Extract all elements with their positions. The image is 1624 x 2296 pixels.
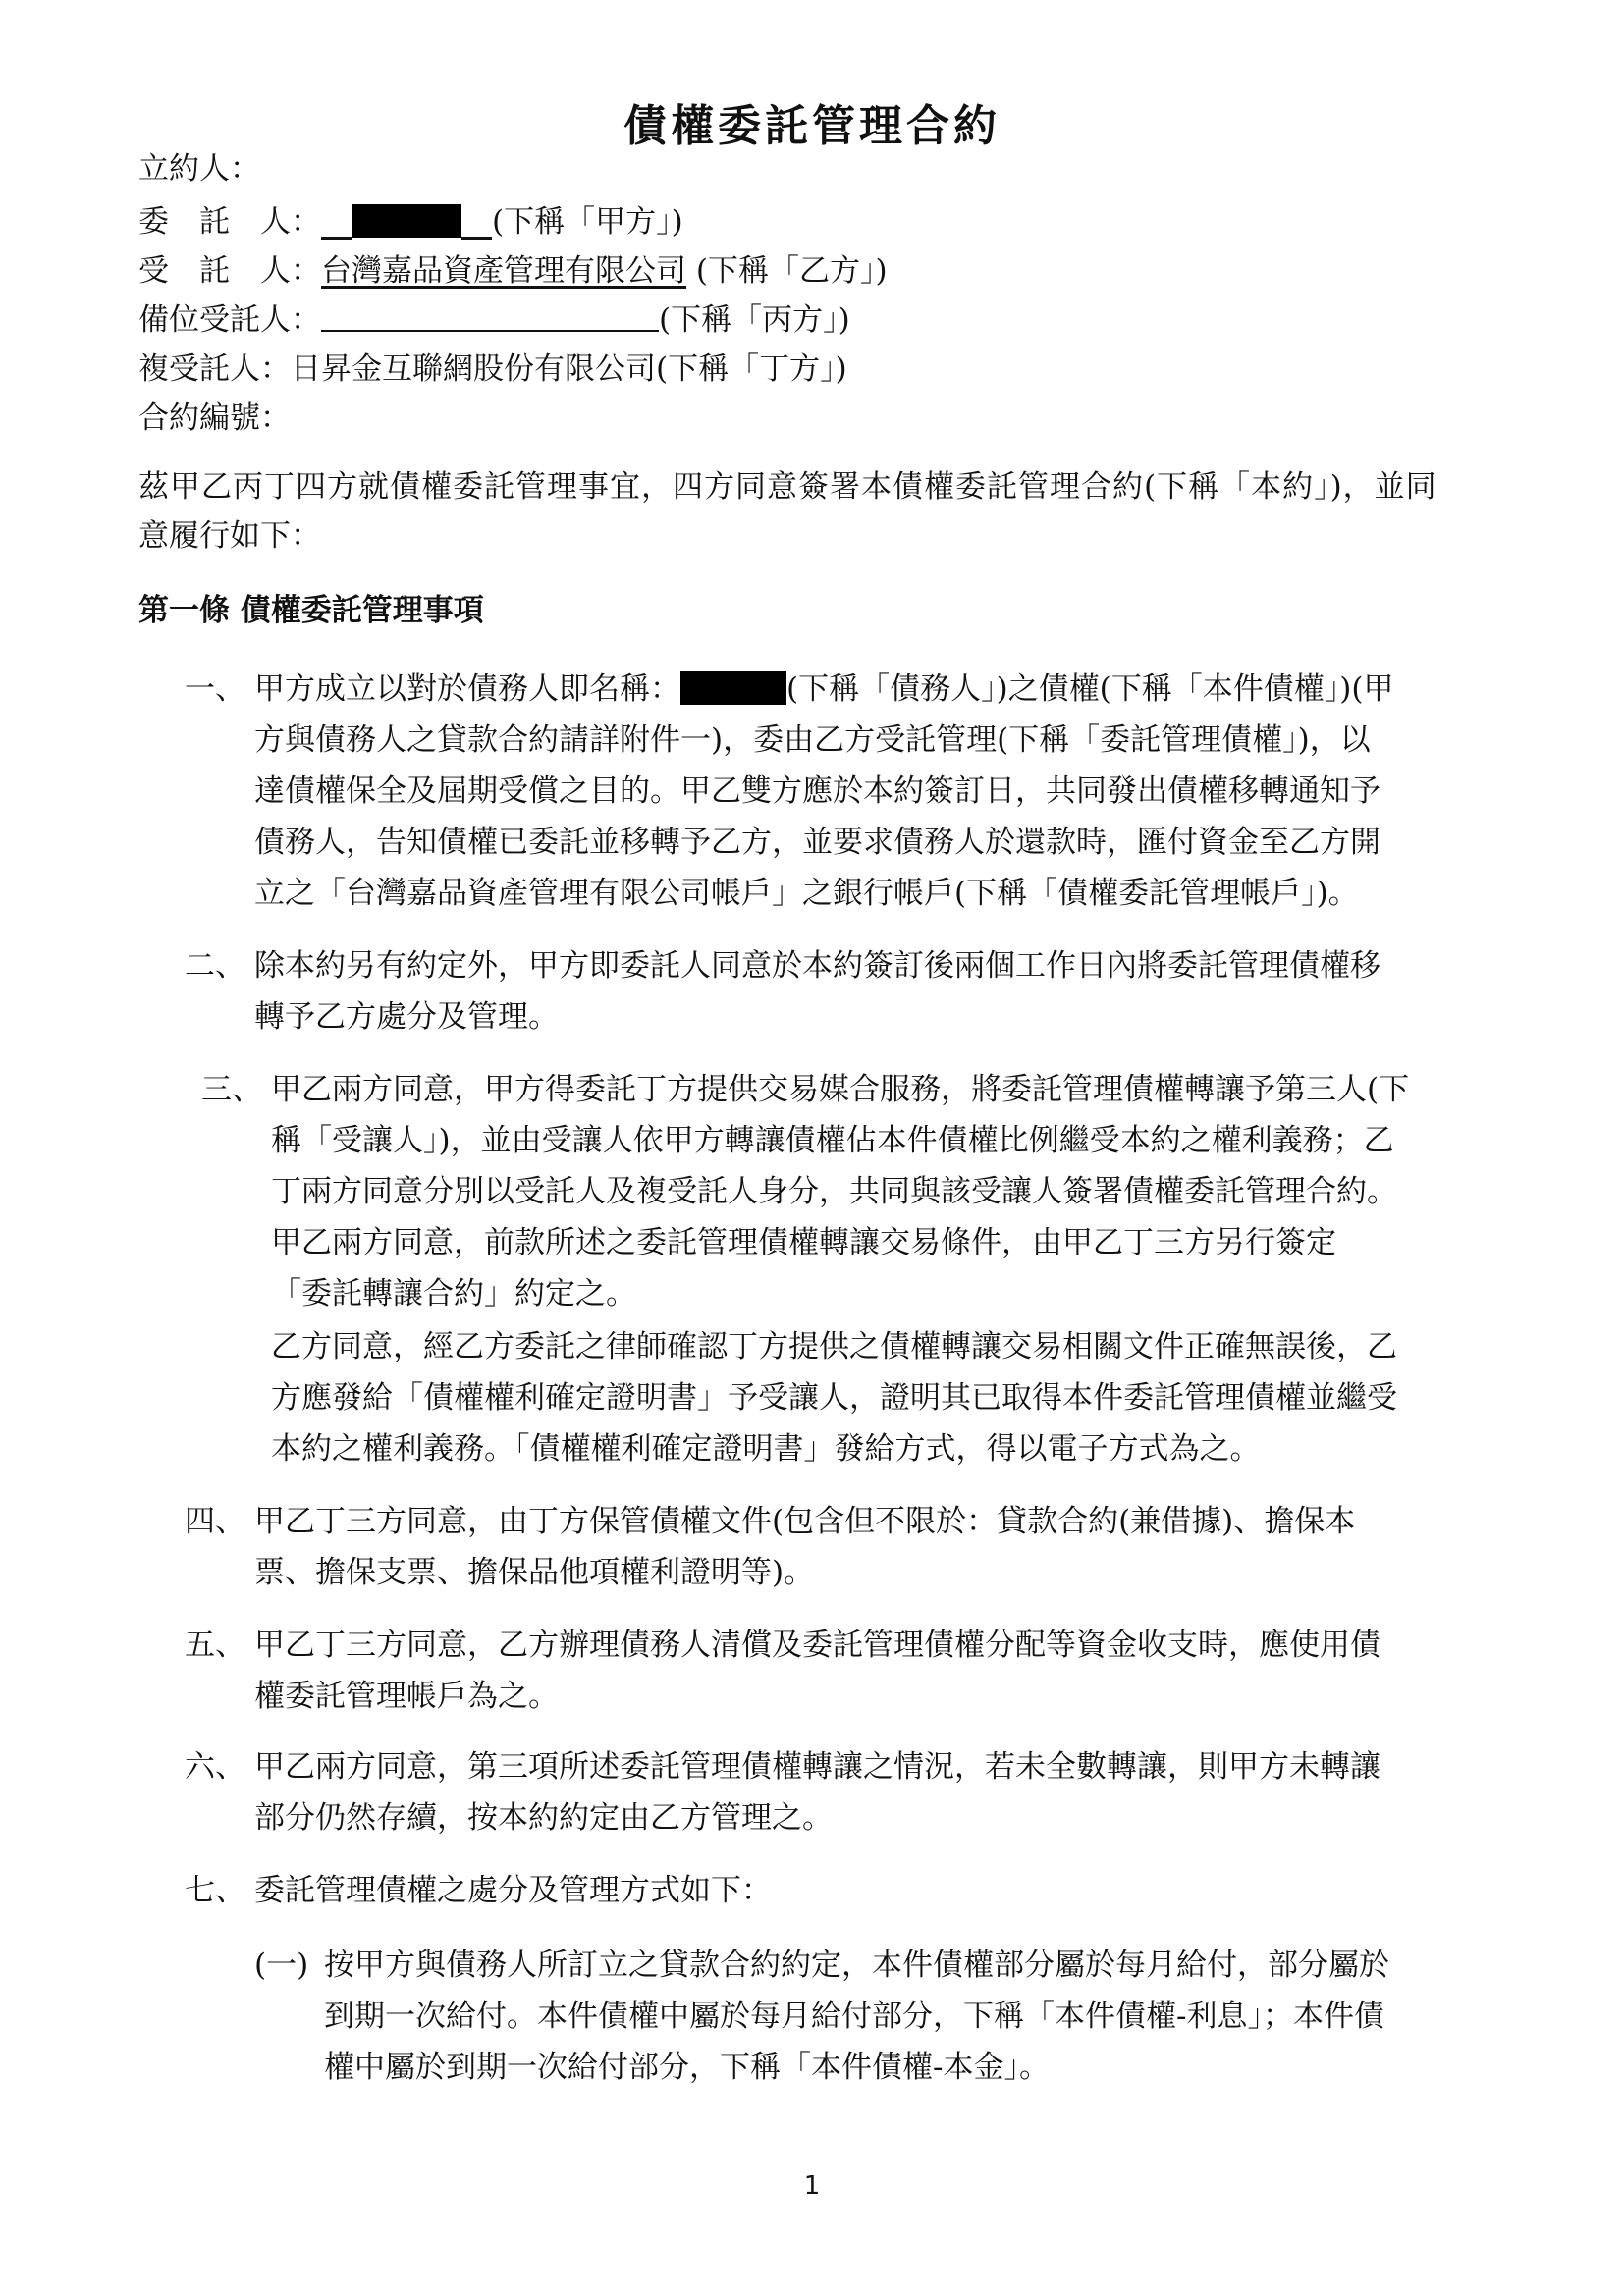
item-7-sub-1-marker: (一) [254, 1948, 309, 1983]
item-3-line-2: 稱「受讓人」)，並由受讓人依甲方轉讓債權佔本件債權比例繼受本約之權利義務；乙 [271, 1123, 1394, 1158]
item-2-line-2: 轉予乙方處分及管理。 [254, 999, 559, 1035]
item-1-line-2: 方與債務人之貸款合約請詳附件一)，委由乙方受託管理(下稱「委託管理債權」)，以 [254, 722, 1371, 758]
principal-line [138, 202, 683, 241]
trustee-name: 台灣嘉品資產管理有限公司 [321, 253, 686, 289]
backup-label: 備位受託人： [138, 302, 321, 338]
item-7-sub-1-line-3: 權中屬於到期一次給付部分，下稱「本件債權-本金」。 [324, 2050, 1050, 2085]
item-3-line-5: 「委託轉讓合約」約定之。 [271, 1276, 636, 1311]
trustee-label: 受 託 人： [138, 253, 321, 289]
backup-trustee-line [138, 300, 850, 340]
item-6-marker: 六、 [185, 1749, 245, 1785]
item-1-line-4: 債務人，告知債權已委託並移轉予乙方，並要求債務人於還款時，匯付資金至乙方開 [254, 825, 1380, 860]
debtor-redaction-block [680, 671, 786, 705]
item-1-line-1-pre: 甲方成立以對於債務人即名稱： [254, 671, 680, 707]
trustee-line [138, 251, 888, 291]
item-7-sub-1-line-2: 到期一次給付。本件債權中屬於每月給付部分，下稱「本件債權-利息」；本件債 [324, 1999, 1384, 2034]
contract-no-label: 合約編號： [138, 400, 291, 436]
item-1-line-1-post: (下稱「債務人」)之債權(下稱「本件債權」)(甲 [786, 671, 1394, 707]
item-3-line-3: 丁兩方同意分別以受託人及複受託人身分，共同與該受讓人簽署債權委託管理合約。 [271, 1174, 1397, 1209]
parties-heading: 立約人： [138, 151, 260, 187]
sub-trustee-line [138, 349, 847, 389]
sub-label: 複受託人： [138, 351, 291, 387]
page-number: 1 [803, 2171, 821, 2201]
backup-suffix: (下稱「丙方」) [659, 302, 850, 338]
item-7-sub-1-line-1: 按甲方與債務人所訂立之貸款合約約定，本件債權部分屬於每月給付，部分屬於 [324, 1948, 1389, 1983]
item-3-line-6: 乙方同意，經乙方委託之律師確認丁方提供之債權轉讓交易相關文件正確無誤後，乙 [271, 1329, 1397, 1364]
item-1-line-1 [254, 669, 1393, 709]
preamble-line-2: 意履行如下： [138, 518, 321, 554]
item-6-line-2: 部分仍然存續，按本約約定由乙方管理之。 [254, 1800, 833, 1836]
backup-name-blank [321, 300, 659, 332]
item-6-line-1: 甲乙兩方同意，第三項所述委託管理債權轉讓之情況，若未全數轉讓，則甲方未轉讓 [254, 1749, 1380, 1785]
document-title: 債權委託管理合約 [623, 101, 1001, 151]
article-1-heading: 第一條 債權委託管理事項 [138, 593, 484, 628]
item-3-line-4: 甲乙兩方同意，前款所述之委託管理債權轉讓交易條件，由甲乙丁三方另行簽定 [271, 1225, 1336, 1260]
item-5-line-1: 甲乙丁三方同意，乙方辦理債務人清償及委託管理債權分配等資金收支時，應使用債 [254, 1628, 1380, 1663]
item-3-line-7: 方應發給「債權權利確定證明書」予受讓人，證明其已取得本件委託管理債權並繼受 [271, 1380, 1397, 1415]
item-1-line-5: 立之「台灣嘉品資產管理有限公司帳戶」之銀行帳戶(下稱「債權委託管理帳戶」)。 [254, 876, 1359, 911]
item-4-line-1: 甲乙丁三方同意，由丁方保管債權文件(包含但不限於：貸款合約(兼借據)、擔保本 [254, 1504, 1356, 1539]
item-2-marker: 二、 [185, 948, 245, 984]
item-7-marker: 七、 [185, 1873, 245, 1908]
item-1-marker: 一、 [185, 671, 245, 707]
item-4-line-2: 票、擔保支票、擔保品他項權利證明等)。 [254, 1555, 815, 1590]
item-3-line-8: 本約之權利義務。「債權權利確定證明書」發給方式，得以電子方式為之。 [271, 1431, 1261, 1467]
principal-name-blank [321, 204, 492, 240]
item-4-marker: 四、 [185, 1504, 245, 1539]
preamble-line-1: 茲甲乙丙丁四方就債權委託管理事宜，四方同意簽署本債權委託管理合約(下稱「本約」)，並同 [138, 469, 1437, 505]
principal-suffix: (下稱「甲方」) [492, 204, 683, 240]
trustee-suffix: (下稱「乙方」) [686, 253, 888, 289]
item-3-marker: 三、 [201, 1072, 262, 1107]
item-2-line-1: 除本約另有約定外，甲方即委託人同意於本約簽訂後兩個工作日內將委託管理債權移 [254, 948, 1380, 984]
item-1-line-3: 達債權保全及屆期受償之目的。甲乙雙方應於本約簽訂日，共同發出債權移轉通知予 [254, 774, 1380, 809]
item-7-line-1: 委託管理債權之處分及管理方式如下： [254, 1873, 772, 1908]
redaction-block [352, 204, 461, 238]
sub-name: 日昇金互聯網股份有限公司(下稱「丁方」) [291, 351, 847, 387]
item-5-marker: 五、 [185, 1628, 245, 1663]
principal-label: 委 託 人： [138, 204, 321, 240]
item-5-line-2: 權委託管理帳戶為之。 [254, 1679, 559, 1714]
item-3-line-1: 甲乙兩方同意，甲方得委託丁方提供交易媒合服務，將委託管理債權轉讓予第三人(下 [271, 1072, 1410, 1107]
